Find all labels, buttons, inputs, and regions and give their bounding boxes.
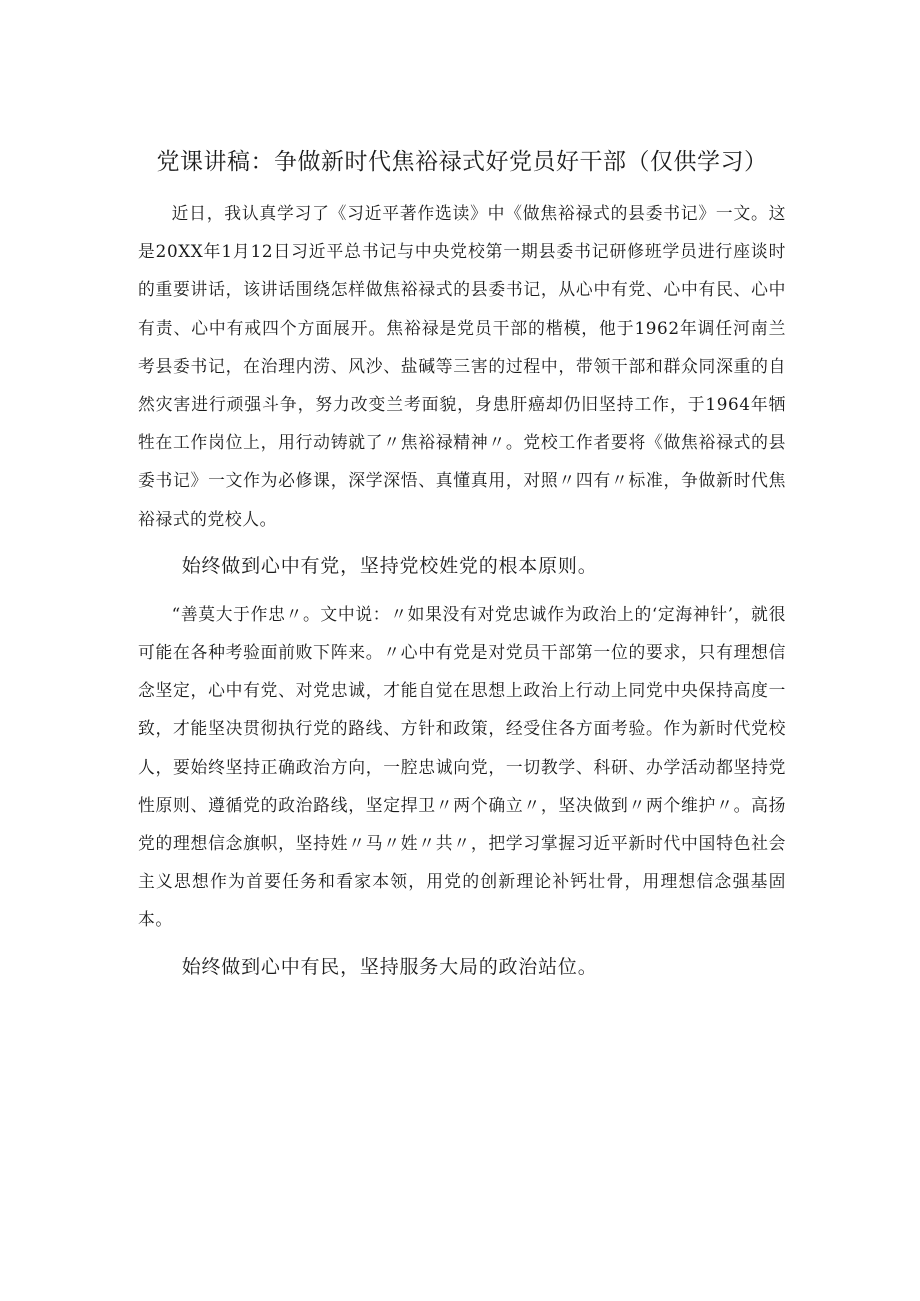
section-heading: 始终做到心中有党，坚持党校姓党的根本原则。 [181, 554, 598, 577]
body-paragraph: 近日，我认真学习了《习近平著作选读》中《做焦裕禄式的县委书记》一文。这是20XX年1月12日习近平总书记与中央党校第一期县委书记研修班学员进行座谈时的重要讲话，该讲话围绕怎样做焦裕禄式的县委书记，从心中有党、心中有民、心中有责、心中有戒四个方面展开。焦裕禄是党员干部的楷模，他于1962年调任河南兰考县委书记，在治理内涝、风沙、盐碱等三害的过程中，带领干部和群众同深重的自然灾害进行顽强斗争，努力改变兰考面貌，身患肝癌却仍旧坚持工作，于1964年牺牲在工作岗位上，用行动铸就了〃焦裕禄精神〃。党校工作者要将《做焦裕禄式的县委书记》一文作为必修课，深学深悟、真懂真用，对照〃四有〃标准，争做新时代焦裕禄式的党校人。 [138, 203, 786, 529]
body-paragraph: “善莫大于作忠〃。文中说：〃如果没有对党忠诚作为政治上的‘定海神针’，就很可能在各种考验面前败下阵来。〃心中有党是对党员干部第一位的要求，只有理想信念坚定，心中有党、对党忠诚，才能自觉在思想上政治上行动上同党中央保持高度一致，才能坚决贯彻执行党的路线、方针和政策，经受住各方面考验。作为新时代党校人，要始终坚持正确政治方向，一腔忠诚向党，一切教学、科研、办学活动都坚持党性原则、遵循党的政治路线，坚定捍卫〃两个确立〃，坚决做到〃两个维护〃。高扬党的理想信念旗帜，坚持姓〃马〃姓〃共〃，把学习掌握习近平新时代中国特色社会主义思想作为首要任务和看家本领，用党的创新理论补钙壮骨，用理想信念强基固本。 [138, 603, 786, 930]
document-page [138, 140, 786, 996]
document-title: 党课讲稿：争做新时代焦裕禄式好党员好干部（仅供学习） [156, 149, 768, 175]
section-heading: 始终做到心中有民，坚持服务大局的政治站位。 [181, 955, 598, 978]
